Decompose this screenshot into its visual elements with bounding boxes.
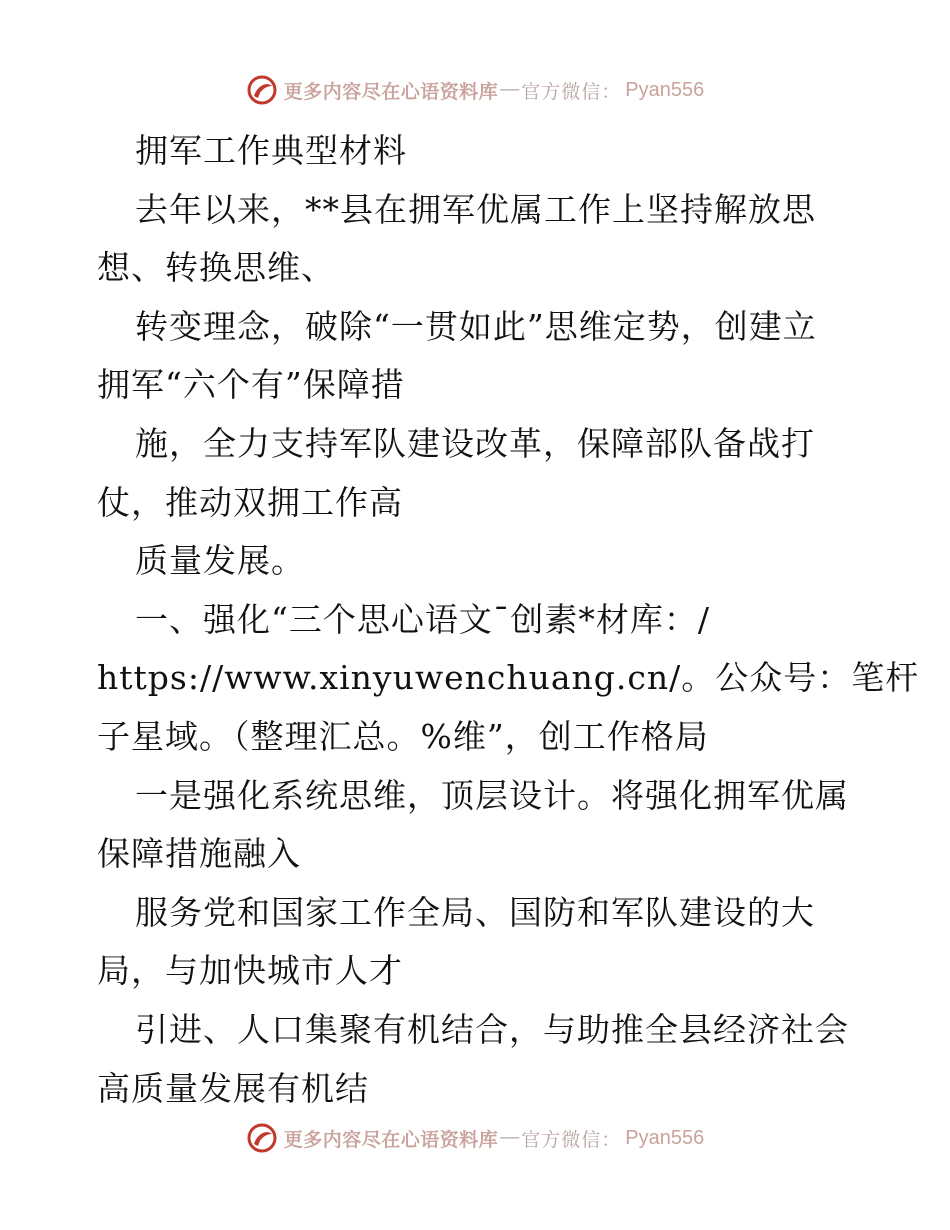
banner-dash: —: [500, 79, 520, 100]
paragraph-line: https://www.xinyuwenchuang.cn/。公众号：笔杆: [97, 658, 920, 698]
paragraph-line: 引进、人口集聚有机结合，与助推全县经济社会: [135, 1009, 849, 1049]
banner-dash: —: [500, 1127, 520, 1148]
paragraph-line: 一是强化系统思维，顶层设计。将强化拥军优属: [135, 775, 849, 815]
banner-wechat-label: 官方微信：: [521, 80, 622, 103]
footer-banner: [0, 1118, 950, 1158]
paragraph-line: 局，与加快城市人才: [97, 951, 403, 991]
banner-title: 更多内容尽在心语资料库: [283, 80, 499, 103]
paragraph-line: 仗，推动双拥工作高: [97, 482, 403, 522]
paragraph-line: 转变理念，破除“一贯如此”思维定势，创建立: [135, 306, 817, 346]
header-banner: [0, 70, 950, 110]
red-swirl-logo-icon: [246, 74, 278, 106]
section-heading: 一、强化“三个思心语文¯创素*材库：/: [135, 599, 710, 639]
banner-title: 更多内容尽在心语资料库: [283, 1128, 499, 1151]
banner-wechat-id: Pyan556: [625, 1126, 705, 1149]
document-title: 拥军工作典型材料: [135, 131, 407, 170]
paragraph-line: 子星域。（整理汇总。%维”，创工作格局: [97, 716, 709, 756]
paragraph-line: 服务党和国家工作全局、国防和军队建设的大: [135, 892, 815, 932]
paragraph-line: 施，全力支持军队建设改革，保障部队备战打: [135, 423, 815, 463]
paragraph-line: 拥军“六个有”保障措: [97, 365, 405, 405]
paragraph-line: 去年以来，**县在拥军优属工作上坚持解放思: [135, 189, 816, 229]
paragraph-line: 质量发展。: [135, 541, 305, 581]
document-body: [97, 122, 920, 1118]
red-swirl-logo-icon: [246, 1122, 278, 1154]
paragraph-line: 保障措施融入: [97, 834, 301, 874]
paragraph-line: 想、转换思维、: [97, 248, 335, 288]
paragraph-line: 高质量发展有机结: [97, 1068, 369, 1108]
banner-wechat-label: 官方微信：: [521, 1128, 622, 1151]
banner-wechat-id: Pyan556: [625, 78, 705, 101]
